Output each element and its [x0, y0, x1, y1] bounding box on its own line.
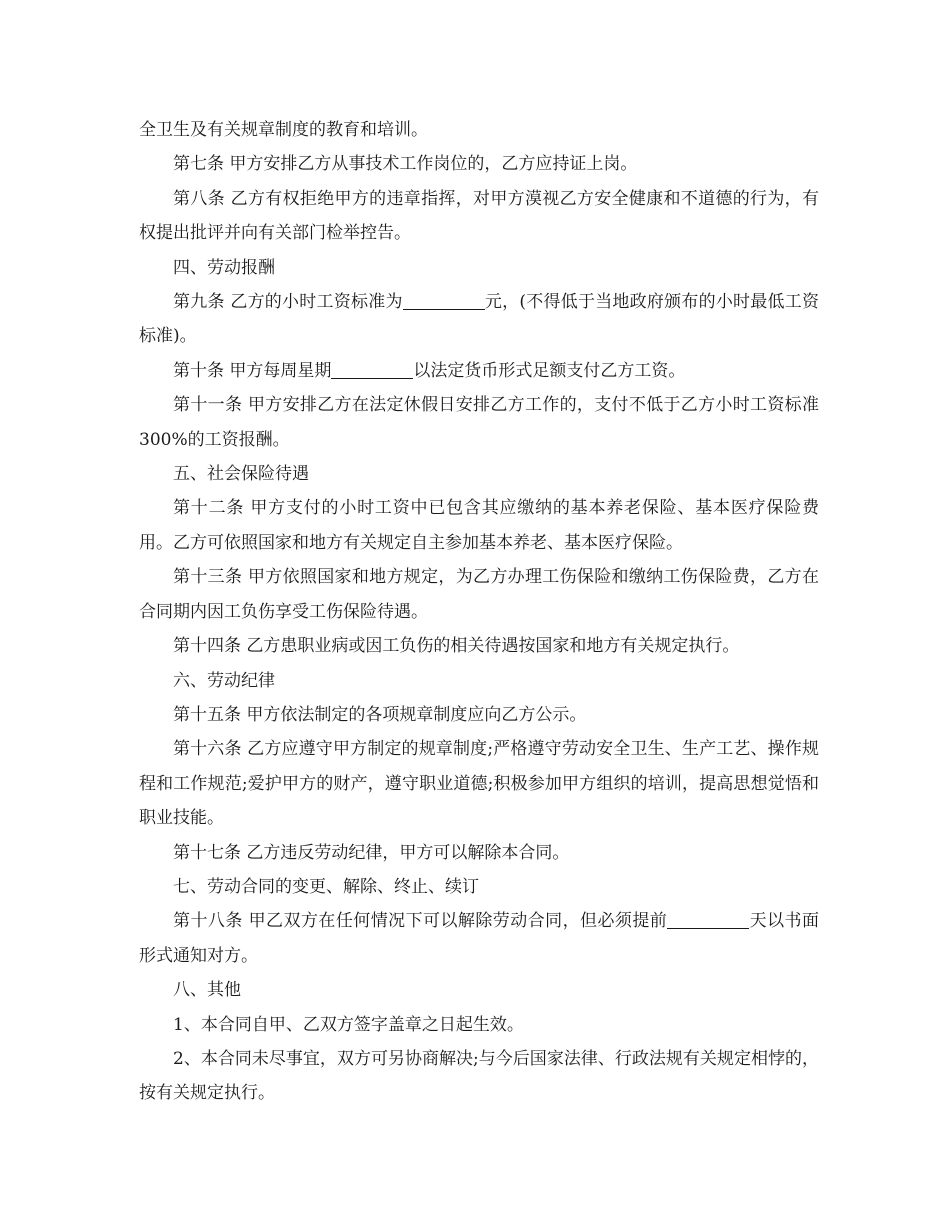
paragraph-text: 第十一条 甲方安排乙方在法定休假日安排乙方工作的，支付不低于乙方小时工资标准 300%的工资报酬。 — [139, 395, 819, 450]
paragraph-text: 第十七条 乙方违反劳动纪律，甲方可以解除本合同。 — [173, 842, 570, 863]
paragraph-text: 六、劳动纪律 — [173, 670, 275, 691]
paragraph-text: 第十八条 甲乙双方在任何情况下可以解除劳动合同，但必须提前 — [173, 911, 668, 932]
paragraph-text: 七、劳动合同的变更、解除、终止、续订 — [173, 876, 479, 897]
clause-paragraph — [139, 491, 819, 560]
clause-paragraph — [139, 629, 819, 663]
fill-in-blank — [403, 292, 485, 310]
section-heading — [139, 664, 819, 698]
clause-paragraph — [139, 732, 819, 835]
paragraph-text: 八、其他 — [173, 980, 241, 1001]
paragraph-text: 天以书面形式通知对方。 — [139, 911, 820, 966]
document-body — [139, 113, 819, 1111]
paragraph-text: 第十二条 甲方支付的小时工资中已包含其应缴纳的基本养老保险、基本医疗保险费用。乙方可依照国家和地方有关规定自主参加基本养老、基本医疗保险。 — [139, 498, 819, 553]
clause-paragraph — [139, 698, 819, 732]
section-heading — [139, 457, 819, 491]
section-heading — [139, 251, 819, 285]
clause-paragraph — [139, 560, 819, 629]
paragraph-text: 第十五条 甲方依法制定的各项规章制度应向乙方公示。 — [173, 704, 587, 725]
clause-paragraph — [139, 354, 819, 388]
paragraph-text: 第十条 甲方每周星期 — [173, 360, 332, 381]
paragraph-text: 五、社会保险待遇 — [173, 464, 309, 485]
continuation-text — [139, 113, 819, 147]
section-heading — [139, 973, 819, 1007]
clause-paragraph — [139, 1042, 819, 1111]
paragraph-text: 第九条 乙方的小时工资标准为 — [173, 292, 403, 313]
paragraph-text: 全卫生及有关规章制度的教育和培训。 — [139, 120, 428, 140]
clause-paragraph — [139, 836, 819, 870]
clause-paragraph — [139, 904, 819, 973]
section-heading — [139, 870, 819, 904]
paragraph-text: 以法定货币形式足额支付乙方工资。 — [413, 360, 686, 381]
paragraph-text: 第十四条 乙方患职业病或因工负伤的相关待遇按国家和地方有关规定执行。 — [173, 636, 740, 657]
clause-paragraph — [139, 182, 819, 251]
fill-in-blank — [667, 911, 749, 929]
clause-paragraph — [139, 1008, 819, 1042]
paragraph-text: 第十三条 甲方依照国家和地方规定，为乙方办理工伤保险和缴纳工伤保险费，乙方在合同期内因工负伤享受工伤保险待遇。 — [139, 567, 819, 622]
fill-in-blank — [331, 361, 413, 379]
paragraph-text: 2、本合同未尽事宜，双方可另协商解决;与今后国家法律、行政法规有关规定相悖的，按有关规定执行。 — [139, 1048, 819, 1104]
paragraph-text: 四、劳动报酬 — [173, 257, 275, 278]
paragraph-text: 第八条 乙方有权拒绝甲方的违章指挥，对甲方漠视乙方安全健康和不道德的行为，有权提出批评并向有关部门检举控告。 — [139, 188, 819, 244]
paragraph-text: 元，(不得低于当地政府颁布的小时最低工资标准)。 — [139, 292, 819, 347]
paragraph-text: 1、本合同自甲、乙双方签字盖章之日起生效。 — [173, 1014, 524, 1035]
clause-paragraph — [139, 147, 819, 181]
paragraph-text: 第七条 甲方安排乙方从事技术工作岗位的，乙方应持证上岗。 — [173, 154, 638, 175]
clause-paragraph — [139, 388, 819, 457]
clause-paragraph — [139, 285, 819, 354]
paragraph-text: 第十六条 乙方应遵守甲方制定的规章制度;严格遵守劳动安全卫生、生产工艺、操作规程和工作规范;爱护甲方的财产，遵守职业道德;积极参加甲方组织的培训，提高思想觉悟和职业技能。 — [139, 739, 819, 829]
